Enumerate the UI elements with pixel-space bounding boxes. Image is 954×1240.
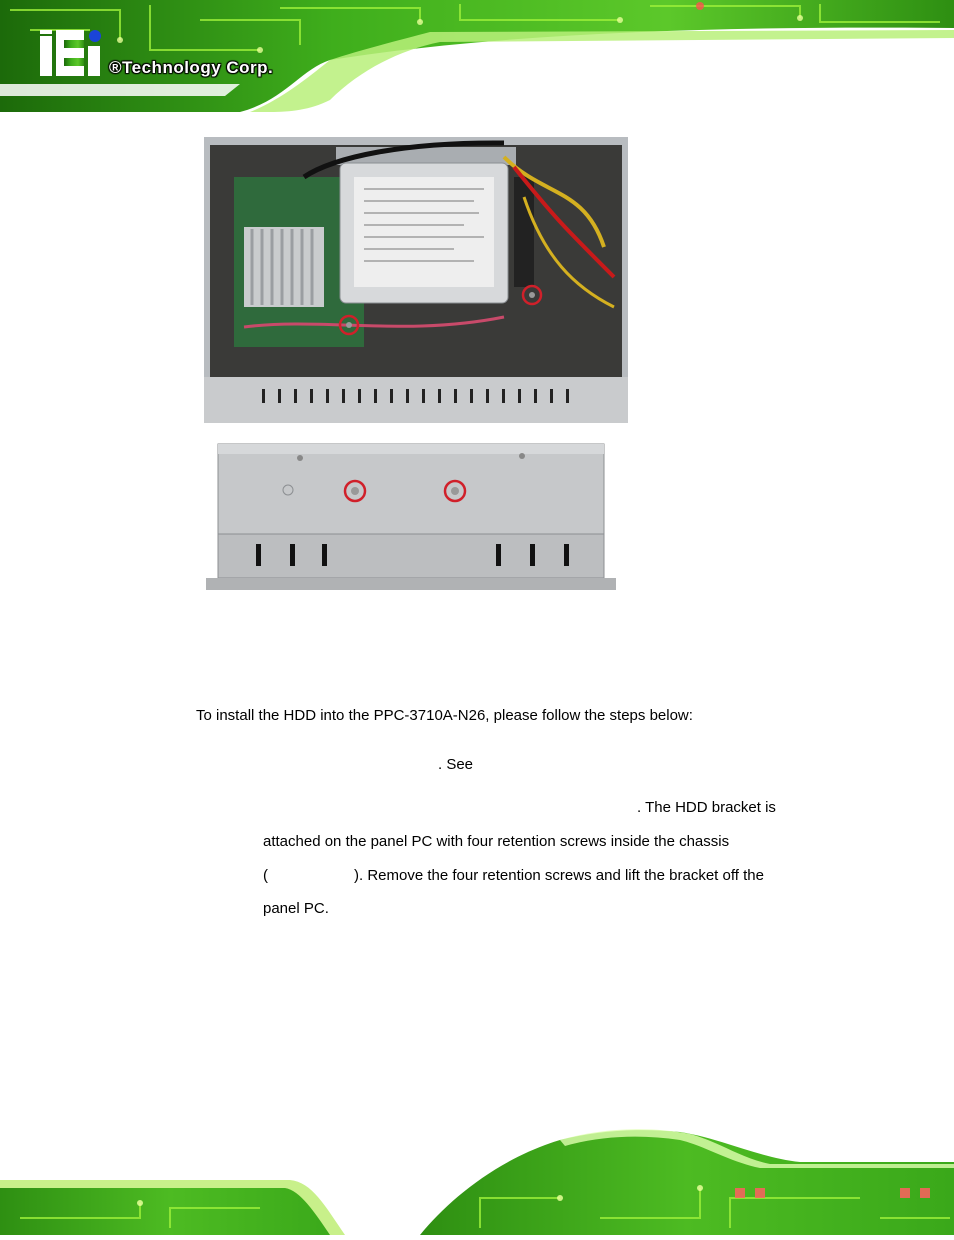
company-name: ®Technology Corp.	[109, 58, 274, 77]
step2-line4: panel PC.	[263, 900, 329, 917]
page-footer	[0, 1118, 954, 1235]
chassis-side-photo	[204, 442, 618, 592]
circuit-footer-graphic	[0, 1118, 954, 1235]
page-header	[0, 0, 954, 112]
hdd-bracket-interior-photo	[204, 137, 628, 423]
step1-fragment: . See	[438, 756, 474, 773]
circuit-banner-graphic	[0, 0, 954, 112]
step2-line3-open: (	[263, 867, 268, 884]
step2-line1-fragment: . The HDD bracket is	[637, 799, 776, 816]
intro-paragraph: To install the HDD into the PPC-3710A-N26, please follow the steps below:	[196, 707, 693, 724]
step2-line3-rest: ). Remove the four retention screws and lift the bracket off the	[354, 867, 764, 884]
step2-line2: attached on the panel PC with four retention screws inside the chassis	[263, 833, 730, 850]
